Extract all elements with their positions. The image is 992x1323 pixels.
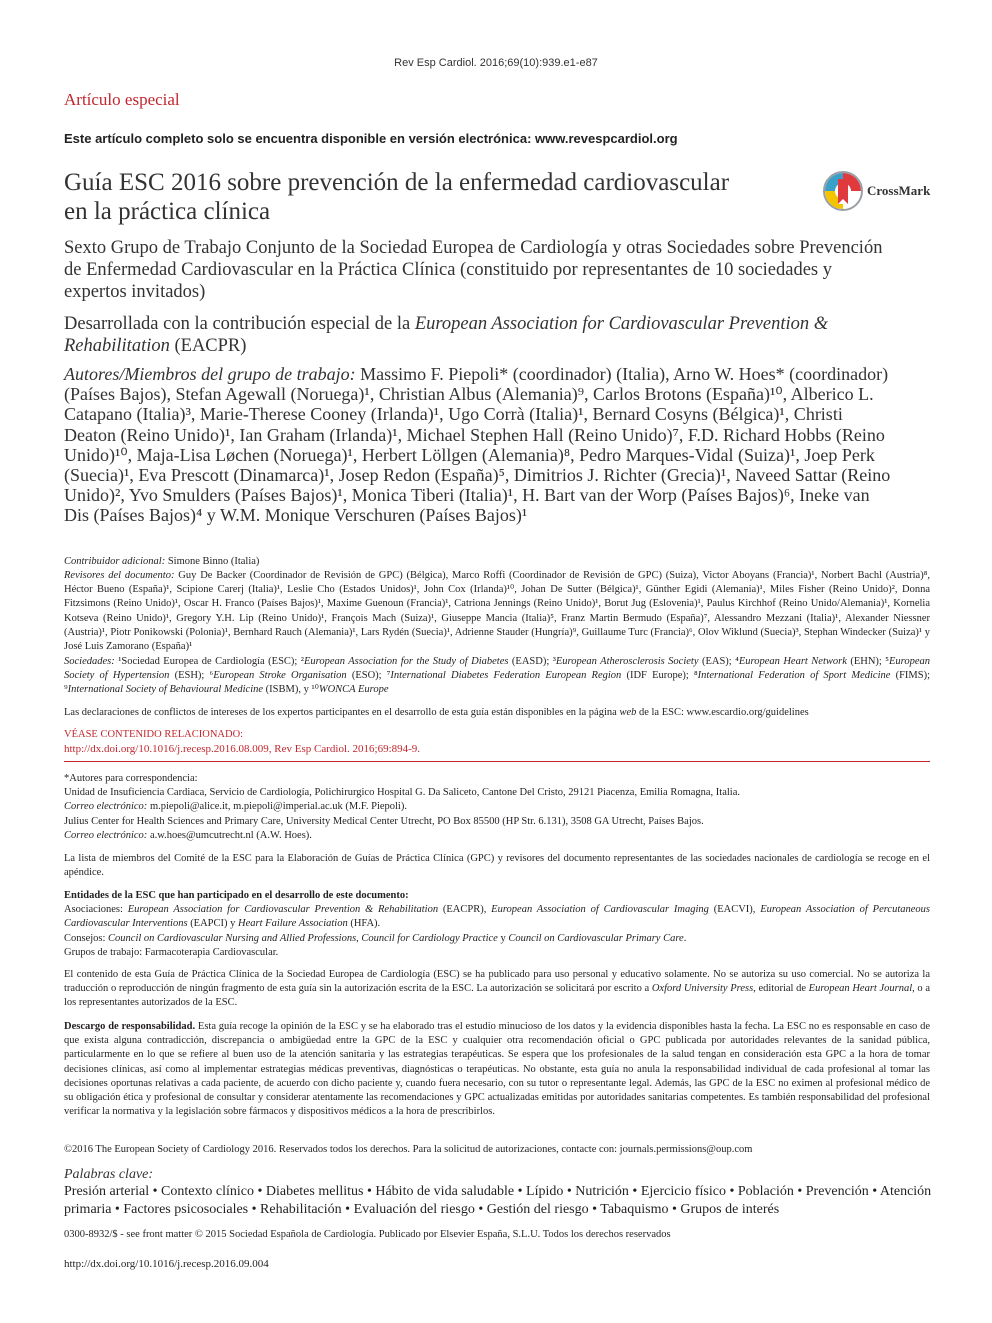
email-2[interactable]: a.w.hoes@umcutrecht.nl (A.W. Hoes). — [147, 829, 312, 841]
societies-list — [64, 655, 930, 698]
society-number: ⁹ — [64, 684, 68, 696]
reviewers-text: Guy De Backer (Coordinador de Revisión de GPC) (Bélgica), Marco Roffi (Coordinador de Revisión de GPC) (Suiza), Victor Aboyans (Francia)¹, Norbert Bachl (Austria)⁸, Héctor Bueno (España)¹, Scipione Carerj (Italia)¹, Leslie Cho (Estados Unidos)¹, John Cox (Irlanda)¹⁰, Johan De Sutter (Bélgica)¹, Günther Egidi (Alemania)¹, Miles Fisher (Reino Unido)², Donna Fitzsimons (Reino Unido)¹, Oscar H. Franco (Países Bajos)¹, Maxime Guenoun (Francia)¹, Catriona Jennings (Reino Unido)¹, Borut Jug (Eslovenia)¹, Paulus Kirchhof (Reino Unido/Alemania)¹, Kornelia Kotseva (Reino Unido)¹, Gregory Y.H. Lip (Reino Unido)¹, François Mach (Suiza)¹, Giuseppe Mancia (Italia)⁵, Franz Martin Bermudo (España)⁷, Alessandro Mezzani (Italia)¹, Alexander Niessner (Austria)¹, Piotr Ponikowski (Polonia)¹, Bernhard Rauch (Alemania)¹, Lars Rydén (Suecia)¹, Adrienne Stauder (Hungría)⁹, Guillaume Turc (Francia)⁶, Olov Wiklund (Suecia)³, Stephan Windecker (Suiza)¹ y José Luis Zamorano (España)¹ — [64, 570, 930, 653]
society-name: European Stroke Organisation — [213, 670, 347, 682]
additional-contributor — [64, 555, 930, 569]
keywords-label: Palabras clave: — [64, 1167, 154, 1182]
association-1: European Association for Cardiovascular Prevention & Rehabilitation — [127, 904, 439, 916]
association-1-abbr: (EACPR), — [438, 904, 492, 916]
article-title — [64, 168, 764, 226]
association-3: European Association of Percutaneous Cardiovascular Interventions — [64, 904, 930, 930]
conflicts-italic: web — [619, 707, 637, 718]
contributor-text: Simone Binno (Italia) — [165, 556, 260, 567]
council-separator-2: y — [497, 932, 509, 944]
development-organization: European Association for Cardiovascular Prevention & Rehabilitation — [64, 314, 829, 356]
article-subtitle: Sexto Grupo de Trabajo Conjunto de la Sociedad Europea de Cardiología y otras Sociedades sobre Prevención de Enfermedad Cardiovascular en la Práctica Clínica (constituido por representantes de 10 sociedades y expertos invitados) — [64, 238, 883, 302]
society-number: ⁵ — [885, 656, 889, 667]
development-note — [64, 313, 894, 357]
correspondence-email-2 — [64, 829, 930, 843]
copyright-pre: El contenido de esta Guía de Práctica Clínica de la Sociedad Europea de Cardiología (ESC) se ha publicado para uso personal y educativo solamente. No se autoriza su uso comercial. No se autoriza la traducción o reproducción de ningún fragmento de esta guía sin la autorización escrita de la ESC. La autorización se solicitará por escrito a — [64, 969, 930, 995]
copyright-mid: , editorial de — [753, 983, 809, 995]
disclaimer-label: Descargo de responsabilidad. — [64, 1021, 196, 1032]
society-number: ⁶ — [209, 670, 214, 682]
society-number: ¹⁰ — [311, 684, 319, 696]
society-name: European Heart Network — [738, 656, 847, 667]
esc-entities — [64, 889, 930, 960]
section-divider — [64, 761, 930, 762]
authors-text: Massimo F. Piepoli* (coordinador) (Italia), Arno W. Hoes* (coordinador) (Países Bajos), Stefan Agewall (Noruega)¹, Christian Albus (Alemania)⁹, Carlos Brotons (España)¹⁰, Alberico L. Catapano (Italia)³, Marie-Therese Cooney (Irlanda)¹, Ugo Corrà (Italia)¹, Bernard Cosyns (Bélgica)¹, Christi Deaton (Reino Unido)¹, Ian Graham (Irlanda)¹, Michael Stephen Hall (Reino Unido)⁷, F.D. Richard Hobbs (Reino Unido)¹⁰, Maja-Lisa Løchen (Noruega)¹, Herbert Löllgen (Alemania)⁸, Pedro Marques-Vidal (Suiza)¹, Joep Perk (Suecia)¹, Eva Prescott (Dinamarca)¹, Josep Redon (España)⁵, Dimitrios J. Richter (Grecia)¹, Naveed Sattar (Reino Unido)², Yvo Smulders (Países Bajos)¹, Monica Tiberi (Italia)¹, H. Bart van der Worp (Países Bajos)⁶, Ineke van Dis (Países Bajos)⁴ y W.M. Monique Verschuren (Países Bajos)¹ — [64, 364, 891, 526]
journal-reference: Rev Esp Cardiol. 2016;69(10):939.e1-e87 — [394, 57, 598, 69]
article-doi[interactable]: http://dx.doi.org/10.1016/j.recesp.2016.09.004 — [64, 1258, 269, 1270]
title-line-2: en la práctica clínica — [64, 198, 271, 225]
council-separator-1: , — [356, 932, 362, 944]
issn-line: 0300-8932/$ - see front matter © 2015 Sociedad Española de Cardiología. Publicado por Elsevier España, S.L.U. Todos los derechos reservados — [64, 1229, 671, 1240]
electronic-availability-note: Este artículo completo solo se encuentra disponible en versión electrónica: www.revespcardiol.org — [64, 131, 678, 146]
authors-list — [64, 364, 894, 526]
society-abbreviation: (EASD); — [508, 656, 553, 667]
society-abbreviation: (ESH); — [169, 670, 210, 682]
council-2: Council for Cardiology Practice — [361, 932, 498, 944]
keywords-list: Presión arterial • Contexto clínico • Diabetes mellitus • Hábito de vida saludable • Lípido • Nutrición • Ejercicio físico • Población • Prevención • Atención primaria • Factores psicosociales • Rehabilitación • Evaluación del riesgo • Gestión del riesgo • Tabaquismo • Grupos de interés — [64, 1184, 932, 1217]
authors-label: Autores/Miembros del grupo de trabajo: — [64, 364, 356, 384]
related-content-label: VÉASE CONTENIDO RELACIONADO: — [64, 729, 244, 740]
conflicts-statement — [64, 706, 930, 720]
copyright-publisher: Oxford University Press — [651, 983, 754, 995]
society-abbreviation: (EAS); — [698, 656, 736, 667]
associations-label: Asociaciones: — [64, 904, 128, 916]
society-number: ¹ — [118, 656, 122, 667]
society-abbreviation: (IDF Europe); — [621, 670, 694, 682]
entities-councils — [64, 932, 930, 946]
society-name: International Federation of Sport Medicine — [697, 670, 891, 682]
association-4: Heart Failure Association — [238, 918, 348, 930]
related-content-link[interactable]: http://dx.doi.org/10.1016/j.recesp.2016.08.009, Rev Esp Cardiol. 2016;69:894-9. — [64, 743, 421, 755]
society-name: Sociedad Europea de Cardiología — [121, 656, 265, 667]
society-name: WONCA Europe — [318, 684, 389, 696]
copyright-post: , o a los representantes autorizados de la ESC. — [64, 983, 930, 1009]
disclaimer-text: Esta guía recoge la opinión de la ESC y se ha elaborado tras el estudio minucioso de los datos y la evidencia disponibles hasta la fecha. La ESC no es responsable en caso de que exista alguna contradicción, discrepancia o ambigüedad entre la GPC de la ESC y cualquier otra recomendación oficial o GPC publicada por autoridades relevantes de la sanidad pública, particularmente en lo que se refiere al buen uso de la atención sanitaria y las estrategias terapéuticas. Se espera que los profesionales de la salud tengan en consideración esta GPC a la hora de tomar decisiones clínicas, así como al implementar estrategias médicas preventivas, diagnósticas o terapéuticas. No obstante, esta guía no anula la responsabilidad individual de cada profesional al tomar las decisiones oportunas relativas a cada paciente, de acuerdo con dicho paciente y, cuando fuera necesario, con su tutor o representante legal. Además, las GPC de la ESC no eximen al profesional médico de su obligación ética y profesional de consultar y considerar atentamente las recomendaciones y GPC actualizadas emitidas por autoridades sanitarias competentes. Es también responsabilidad del profesional verificar la normativa y la legislación sobre fármacos y dispositivos médicos a la hora de prescribirlos. — [64, 1021, 930, 1118]
association-2-abbr: (EACVI), — [708, 904, 761, 916]
contributor-label: Contribuidor adicional: — [64, 556, 166, 567]
society-abbreviation: (ESC); — [264, 656, 301, 667]
entities-heading: Entidades de la ESC que han participado en el desarrollo de este documento: — [64, 890, 409, 901]
society-number: ³ — [552, 656, 556, 667]
association-3-abbr: (EAPCI) y — [187, 918, 239, 930]
entities-associations — [64, 903, 930, 931]
conflicts-pre: Las declaraciones de conflictos de intereses de los expertos participantes en el desarrollo de esta guía están disponibles en la página — [64, 707, 620, 718]
article-type: Artículo especial — [64, 90, 180, 109]
correspondence-email-1 — [64, 800, 930, 814]
document-reviewers — [64, 569, 930, 654]
society-abbreviation: (FIMS); — [890, 670, 931, 682]
society-name: European Society of Hypertension — [64, 656, 930, 682]
councils-label: Consejos: — [64, 932, 109, 944]
society-abbreviation: (ISBM), y — [263, 684, 312, 696]
societies-label: Sociedades: — [64, 656, 115, 667]
email-label-1: Correo electrónico: — [64, 801, 148, 813]
association-4-abbr: (HFA). — [347, 918, 381, 930]
society-name: International Diabetes Federation European Region — [390, 670, 622, 682]
council-end: . — [683, 932, 687, 944]
committee-note: La lista de miembros del Comité de la ESC para la Elaboración de Guías de Práctica Clínica (GPC) y revisores del documento representantes de las sociedades nacionales de cardiología se recoge en el apéndice. — [64, 853, 930, 879]
society-abbreviation: (EHN); — [846, 656, 886, 667]
society-number: ⁴ — [735, 656, 739, 667]
society-number: ⁸ — [693, 670, 698, 682]
rights-statement: ©2016 The European Society of Cardiology 2016. Reservados todos los derechos. Para la solicitud de autorizaciones, contacte con: journals.permissions@oup.com — [64, 1144, 753, 1155]
email-1[interactable]: m.piepoli@alice.it, m.piepoli@imperial.ac.uk (M.F. Piepoli). — [147, 801, 407, 813]
crossmark-icon — [823, 170, 863, 212]
title-line-1: Guía ESC 2016 sobre prevención de la enfermedad cardiovascular — [64, 169, 730, 196]
email-label-2: Correo electrónico: — [64, 829, 148, 841]
correspondence-block — [64, 772, 930, 843]
reviewers-label: Revisores del documento: — [64, 570, 175, 581]
crossmark-badge[interactable] — [823, 170, 930, 212]
council-3: Council on Cardiovascular Primary Care — [508, 932, 684, 944]
society-abbreviation: (ESO); — [346, 670, 387, 682]
society-name: European Atherosclerosis Society — [555, 656, 699, 667]
development-pre: Desarrollada con la contribución especial de la — [64, 314, 415, 334]
society-number: ² — [300, 656, 304, 667]
crossmark-label: CrossMark — [867, 183, 931, 198]
council-1: Council on Cardiovascular Nursing and Allied Professions — [108, 932, 357, 944]
correspondence-address-2: Julius Center for Health Sciences and Primary Care, University Medical Center Utrecht, PO Box 85500 (HP Str. 6.131), 3508 GA Utrecht, Países Bajos. — [64, 815, 704, 827]
disclaimer — [64, 1020, 930, 1119]
society-number: ⁷ — [386, 670, 391, 682]
conflicts-post: de la ESC: www.escardio.org/guidelines — [636, 707, 809, 718]
copyright-journal: European Heart Journal — [808, 983, 913, 995]
development-post: (EACPR) — [169, 336, 247, 356]
society-name: International Society of Behavioural Medicine — [67, 684, 264, 696]
copyright-note — [64, 968, 930, 1011]
entities-working-groups: Grupos de trabajo: Farmacoterapia Cardiovascular. — [64, 946, 279, 958]
correspondence-address-1: Unidad de Insuficiencia Cardiaca, Servicio de Cardiología, Polichirurgico Hospital G. Da Saliceto, Cantone Del Cristo, 29121 Piacenza, Emilia Romagna, Italia. — [64, 787, 740, 799]
association-2: European Association of Cardiovascular Imaging — [491, 904, 709, 916]
correspondence-label: *Autores para correspondencia: — [64, 773, 198, 784]
society-name: European Association for the Study of Diabetes — [303, 656, 509, 667]
